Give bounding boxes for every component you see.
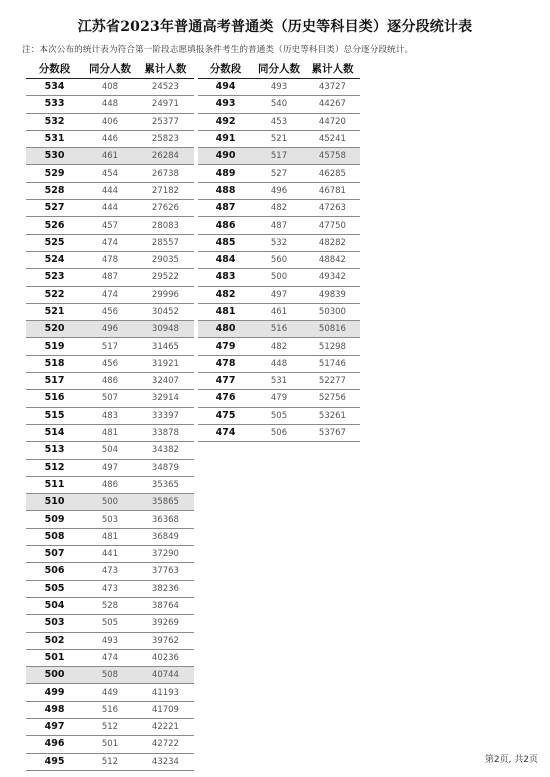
cumulative-cell: 42722 (137, 736, 194, 753)
cumulative-cell: 47750 (305, 217, 360, 234)
table-row (198, 79, 360, 96)
score-cell: 501 (26, 649, 83, 666)
score-cell: 514 (26, 424, 83, 441)
table-row (198, 269, 360, 286)
same-count-cell: 444 (83, 182, 137, 199)
table-row (26, 528, 194, 545)
score-cell: 487 (198, 200, 253, 217)
table-row (198, 407, 360, 424)
table-row (26, 217, 194, 234)
same-count-cell: 456 (83, 355, 137, 372)
table-row (198, 113, 360, 130)
same-count-cell: 493 (83, 632, 137, 649)
table-header-row (26, 58, 194, 79)
same-count-cell: 448 (253, 355, 305, 372)
cumulative-cell: 32914 (137, 390, 194, 407)
same-count-cell: 408 (83, 79, 137, 96)
score-cell: 534 (26, 79, 83, 96)
cumulative-cell: 52277 (305, 373, 360, 390)
same-count-cell: 506 (253, 424, 305, 441)
same-count-cell: 487 (253, 217, 305, 234)
table-row (198, 338, 360, 355)
table-row (26, 580, 194, 597)
table-row (26, 182, 194, 199)
table-row (26, 442, 194, 459)
page-title: 江苏省2023年普通高考普通类（历史等科目类）逐分段统计表 (77, 19, 473, 35)
cumulative-cell: 33878 (137, 424, 194, 441)
cumulative-cell: 34382 (137, 442, 194, 459)
score-cell: 508 (26, 528, 83, 545)
table-header-row (198, 58, 360, 79)
table-row (26, 373, 194, 390)
score-cell: 513 (26, 442, 83, 459)
score-cell: 488 (198, 182, 253, 199)
table-row (198, 234, 360, 251)
same-count-cell: 497 (83, 459, 137, 476)
score-cell: 512 (26, 459, 83, 476)
score-cell: 525 (26, 234, 83, 251)
same-count-cell: 500 (83, 494, 137, 511)
score-cell: 480 (198, 321, 253, 338)
table-row (26, 148, 194, 165)
cumulative-cell: 30948 (137, 321, 194, 338)
score-cell: 492 (198, 113, 253, 130)
score-cell: 510 (26, 494, 83, 511)
score-cell: 496 (26, 736, 83, 753)
same-count-cell: 461 (253, 303, 305, 320)
cumulative-cell: 42221 (137, 718, 194, 735)
table-row (26, 338, 194, 355)
cumulative-cell: 50300 (305, 303, 360, 320)
table-row (26, 303, 194, 320)
same-count-cell: 473 (83, 580, 137, 597)
cumulative-cell: 47263 (305, 200, 360, 217)
cumulative-cell: 29996 (137, 286, 194, 303)
score-cell: 490 (198, 148, 253, 165)
cumulative-cell: 35365 (137, 476, 194, 493)
same-count-cell: 512 (83, 753, 137, 770)
same-count-cell: 453 (253, 113, 305, 130)
same-count-cell: 517 (253, 148, 305, 165)
table-row (26, 165, 194, 182)
score-cell: 531 (26, 130, 83, 147)
cumulative-cell: 35865 (137, 494, 194, 511)
same-count-cell: 512 (83, 718, 137, 735)
same-count-cell: 406 (83, 113, 137, 130)
same-count-cell: 474 (83, 234, 137, 251)
table-row (26, 494, 194, 511)
score-cell: 526 (26, 217, 83, 234)
score-table-right (198, 58, 360, 442)
cumulative-cell: 53261 (305, 407, 360, 424)
score-cell: 474 (198, 424, 253, 441)
table-row (26, 546, 194, 563)
table-row (26, 269, 194, 286)
cumulative-cell: 28557 (137, 234, 194, 251)
table-row (198, 130, 360, 147)
score-cell: 524 (26, 251, 83, 268)
cumulative-cell: 38236 (137, 580, 194, 597)
score-cell: 528 (26, 182, 83, 199)
same-count-cell: 532 (253, 234, 305, 251)
cumulative-cell: 52756 (305, 390, 360, 407)
score-cell: 522 (26, 286, 83, 303)
table-row (26, 321, 194, 338)
cumulative-cell: 32407 (137, 373, 194, 390)
cumulative-cell: 53767 (305, 424, 360, 441)
table-row (26, 200, 194, 217)
header-score: 分数段 (198, 58, 253, 79)
same-count-cell: 474 (83, 649, 137, 666)
cumulative-cell: 41709 (137, 701, 194, 718)
same-count-cell: 448 (83, 96, 137, 113)
table-row (26, 701, 194, 718)
table-row (198, 182, 360, 199)
table-row (26, 286, 194, 303)
table-row (198, 217, 360, 234)
score-cell: 511 (26, 476, 83, 493)
same-count-cell: 493 (253, 79, 305, 96)
same-count-cell: 516 (253, 321, 305, 338)
cumulative-cell: 33397 (137, 407, 194, 424)
score-cell: 520 (26, 321, 83, 338)
table-row (26, 718, 194, 735)
table-row (198, 96, 360, 113)
cumulative-cell: 25823 (137, 130, 194, 147)
cumulative-cell: 45758 (305, 148, 360, 165)
same-count-cell: 474 (83, 286, 137, 303)
score-cell: 503 (26, 615, 83, 632)
score-cell: 486 (198, 217, 253, 234)
same-count-cell: 483 (83, 407, 137, 424)
score-cell: 484 (198, 251, 253, 268)
same-count-cell: 531 (253, 373, 305, 390)
table-row (26, 736, 194, 753)
same-count-cell: 517 (83, 338, 137, 355)
cumulative-cell: 51746 (305, 355, 360, 372)
same-count-cell: 482 (253, 200, 305, 217)
score-cell: 530 (26, 148, 83, 165)
cumulative-cell: 46285 (305, 165, 360, 182)
cumulative-cell: 46781 (305, 182, 360, 199)
score-cell: 475 (198, 407, 253, 424)
score-cell: 500 (26, 667, 83, 684)
table-row (198, 200, 360, 217)
table-row (26, 597, 194, 614)
cumulative-cell: 29035 (137, 251, 194, 268)
same-count-cell: 508 (83, 667, 137, 684)
cumulative-cell: 30452 (137, 303, 194, 320)
same-count-cell: 516 (83, 701, 137, 718)
cumulative-cell: 41193 (137, 684, 194, 701)
score-cell: 517 (26, 373, 83, 390)
same-count-cell: 461 (83, 148, 137, 165)
same-count-cell: 496 (253, 182, 305, 199)
score-cell: 509 (26, 511, 83, 528)
cumulative-cell: 51298 (305, 338, 360, 355)
table-row (26, 130, 194, 147)
score-cell: 497 (26, 718, 83, 735)
table-row (26, 424, 194, 441)
same-count-cell: 457 (83, 217, 137, 234)
score-cell: 481 (198, 303, 253, 320)
cumulative-cell: 36368 (137, 511, 194, 528)
same-count-cell: 479 (253, 390, 305, 407)
score-cell: 478 (198, 355, 253, 372)
score-cell: 523 (26, 269, 83, 286)
score-cell: 495 (26, 753, 83, 770)
same-count-cell: 500 (253, 269, 305, 286)
cumulative-cell: 24971 (137, 96, 194, 113)
table-row (26, 234, 194, 251)
table-row (26, 251, 194, 268)
header-cumulative: 累计人数 (305, 58, 360, 79)
score-cell: 491 (198, 130, 253, 147)
cumulative-cell: 24523 (137, 79, 194, 96)
cumulative-cell: 28083 (137, 217, 194, 234)
table-row (26, 632, 194, 649)
cumulative-cell: 43234 (137, 753, 194, 770)
score-cell: 479 (198, 338, 253, 355)
same-count-cell: 481 (83, 528, 137, 545)
same-count-cell: 486 (83, 476, 137, 493)
page-footer: 第2页, 共2页 (484, 755, 538, 765)
cumulative-cell: 40744 (137, 667, 194, 684)
cumulative-cell: 48842 (305, 251, 360, 268)
score-cell: 518 (26, 355, 83, 372)
cumulative-cell: 44720 (305, 113, 360, 130)
score-cell: 521 (26, 303, 83, 320)
score-cell: 529 (26, 165, 83, 182)
cumulative-cell: 43727 (305, 79, 360, 96)
score-cell: 494 (198, 79, 253, 96)
score-cell: 515 (26, 407, 83, 424)
cumulative-cell: 44267 (305, 96, 360, 113)
header-same-count: 同分人数 (253, 58, 305, 79)
table-row (26, 684, 194, 701)
table-row (26, 390, 194, 407)
table-row (26, 511, 194, 528)
score-cell: 532 (26, 113, 83, 130)
table-row (26, 476, 194, 493)
same-count-cell: 528 (83, 597, 137, 614)
score-table-left (26, 58, 194, 771)
same-count-cell: 486 (83, 373, 137, 390)
score-cell: 477 (198, 373, 253, 390)
same-count-cell: 454 (83, 165, 137, 182)
score-cell: 519 (26, 338, 83, 355)
cumulative-cell: 34879 (137, 459, 194, 476)
same-count-cell: 505 (83, 615, 137, 632)
cumulative-cell: 38764 (137, 597, 194, 614)
header-score: 分数段 (26, 58, 83, 79)
same-count-cell: 446 (83, 130, 137, 147)
cumulative-cell: 48282 (305, 234, 360, 251)
cumulative-cell: 26284 (137, 148, 194, 165)
table-row (198, 373, 360, 390)
table-row (26, 113, 194, 130)
cumulative-cell: 37763 (137, 563, 194, 580)
table-row (198, 165, 360, 182)
same-count-cell: 456 (83, 303, 137, 320)
table-row (198, 355, 360, 372)
score-cell: 485 (198, 234, 253, 251)
score-cell: 507 (26, 546, 83, 563)
table-row (26, 615, 194, 632)
table-row (198, 390, 360, 407)
cumulative-cell: 26738 (137, 165, 194, 182)
score-cell: 533 (26, 96, 83, 113)
table-row (198, 424, 360, 441)
cumulative-cell: 36849 (137, 528, 194, 545)
table-row (198, 303, 360, 320)
score-cell: 527 (26, 200, 83, 217)
table-row (26, 649, 194, 666)
table-row (198, 321, 360, 338)
cumulative-cell: 25377 (137, 113, 194, 130)
score-cell: 499 (26, 684, 83, 701)
cumulative-cell: 39269 (137, 615, 194, 632)
table-row (26, 407, 194, 424)
same-count-cell: 478 (83, 251, 137, 268)
same-count-cell: 505 (253, 407, 305, 424)
same-count-cell: 560 (253, 251, 305, 268)
cumulative-cell: 31921 (137, 355, 194, 372)
table-row (198, 286, 360, 303)
score-cell: 506 (26, 563, 83, 580)
cumulative-cell: 27182 (137, 182, 194, 199)
cumulative-cell: 40236 (137, 649, 194, 666)
cumulative-cell: 29522 (137, 269, 194, 286)
cumulative-cell: 45241 (305, 130, 360, 147)
cumulative-cell: 50816 (305, 321, 360, 338)
score-cell: 505 (26, 580, 83, 597)
same-count-cell: 441 (83, 546, 137, 563)
same-count-cell: 504 (83, 442, 137, 459)
cumulative-cell: 27626 (137, 200, 194, 217)
cumulative-cell: 49342 (305, 269, 360, 286)
same-count-cell: 481 (83, 424, 137, 441)
table-row (26, 563, 194, 580)
score-cell: 504 (26, 597, 83, 614)
same-count-cell: 501 (83, 736, 137, 753)
cumulative-cell: 39762 (137, 632, 194, 649)
same-count-cell: 521 (253, 130, 305, 147)
same-count-cell: 507 (83, 390, 137, 407)
score-cell: 516 (26, 390, 83, 407)
same-count-cell: 527 (253, 165, 305, 182)
cumulative-cell: 49839 (305, 286, 360, 303)
table-row (26, 79, 194, 96)
same-count-cell: 482 (253, 338, 305, 355)
table-row (198, 251, 360, 268)
score-cell: 476 (198, 390, 253, 407)
table-row (26, 753, 194, 770)
same-count-cell: 449 (83, 684, 137, 701)
table-row (198, 148, 360, 165)
header-same-count: 同分人数 (83, 58, 137, 79)
same-count-cell: 497 (253, 286, 305, 303)
table-note: 注：本次公布的统计表为符合第一阶段志愿填报条件考生的普通类（历史等科目类）总分逐分段统计。 (22, 45, 414, 55)
same-count-cell: 540 (253, 96, 305, 113)
same-count-cell: 496 (83, 321, 137, 338)
table-row (26, 667, 194, 684)
table-row (26, 459, 194, 476)
cumulative-cell: 31465 (137, 338, 194, 355)
score-cell: 483 (198, 269, 253, 286)
score-cell: 498 (26, 701, 83, 718)
same-count-cell: 503 (83, 511, 137, 528)
cumulative-cell: 37290 (137, 546, 194, 563)
table-row (26, 355, 194, 372)
score-cell: 502 (26, 632, 83, 649)
score-cell: 489 (198, 165, 253, 182)
same-count-cell: 444 (83, 200, 137, 217)
score-cell: 482 (198, 286, 253, 303)
same-count-cell: 473 (83, 563, 137, 580)
same-count-cell: 487 (83, 269, 137, 286)
table-row (26, 96, 194, 113)
score-cell: 493 (198, 96, 253, 113)
header-cumulative: 累计人数 (137, 58, 194, 79)
